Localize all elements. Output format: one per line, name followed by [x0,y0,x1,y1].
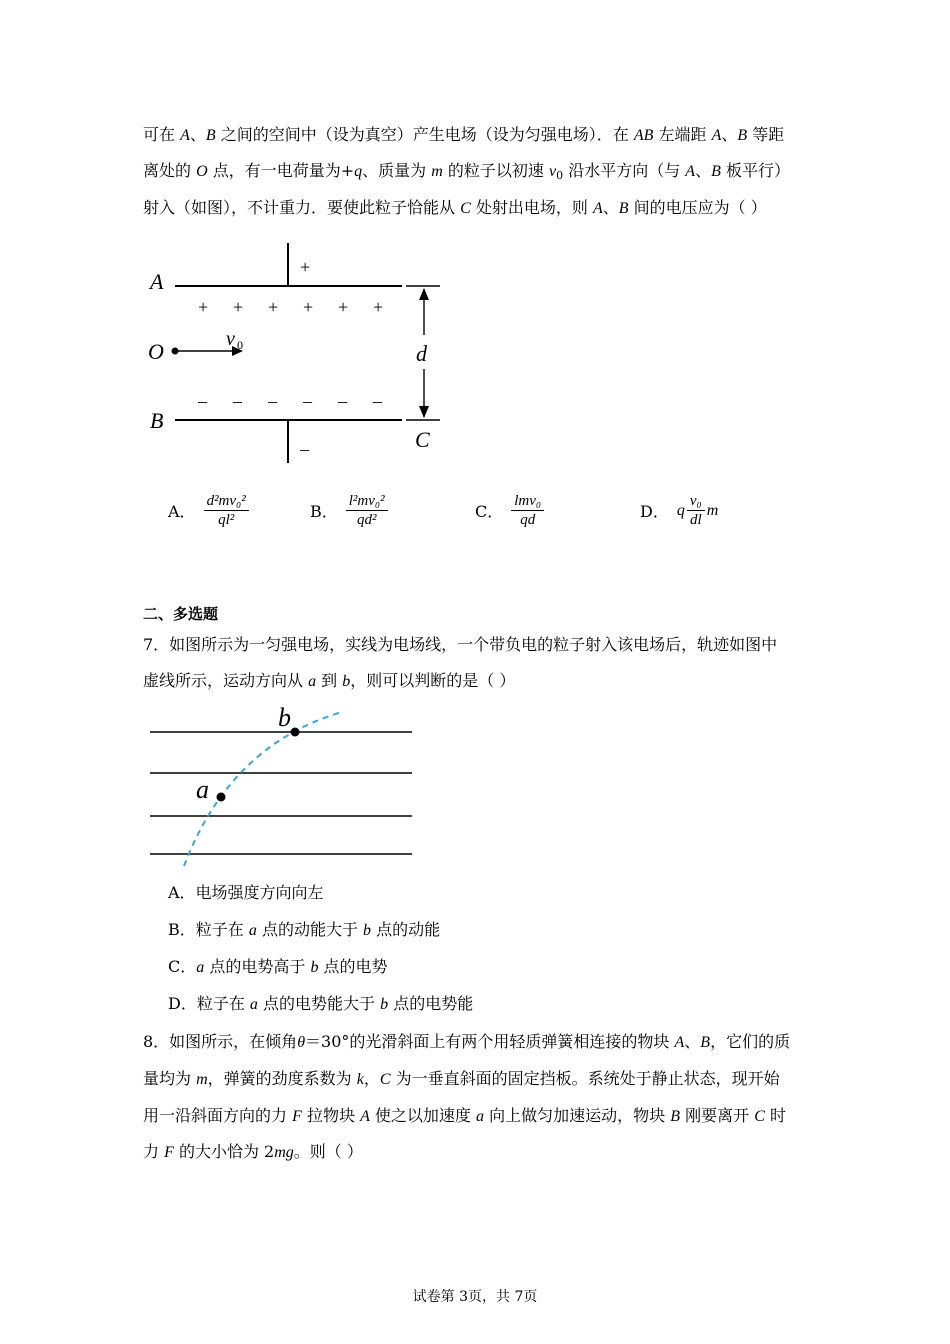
svg-text:+: + [198,297,209,317]
q6-option-a-fraction: $\frac{\text{d²mv₀²}}{\text{ql²}}$ [204,492,249,529]
svg-text:–: – [268,391,277,411]
label-a: A [150,269,164,294]
plate-b-terminal-sign: – [300,439,309,459]
q7-choice-b: B．粒子在 a 点的动能大于 b 点的动能 [168,920,441,939]
label-d: d [416,341,427,366]
svg-text:+: + [233,297,244,317]
q7-choice-d: D．粒子在 a 点的电势能大于 b 点的电势能 [168,994,474,1013]
label-a-point: a [196,775,209,804]
field-lines-figure [140,700,430,870]
label-b: B [150,408,164,433]
q7-choice-a: A．电场强度方向向左 [168,883,324,902]
q6-line-3: 射入（如图），不计重力．要使此粒子恰能从 C 处射出电场，则 A、B 间的电压应为（ ） [143,198,767,217]
q6-option-a: A． $\frac{\text{d²mv₀²}}{\text{ql²}}$ [168,492,249,529]
svg-text:+: + [303,297,314,317]
svg-text:+: + [373,297,384,317]
svg-text:–: – [373,391,382,411]
svg-text:–: – [303,391,312,411]
svg-text:0: 0 [237,338,243,352]
q6-option-d-fraction: $\frac{\text{v₀}}{dl}$ [687,492,705,529]
q6-option-d: D． q $\frac{\text{v₀}}{dl}$ m [640,493,719,528]
q6-option-b-fraction: $\frac{\text{l²mv₀²}}{\text{qd²}}$ [346,492,388,529]
plate-a-charges [198,297,383,317]
svg-text:–: – [233,391,242,411]
q6-line-1: 可在 A、B 之间的空间中（设为真空）产生电场（设为匀强电场）．在 AB 左端距 A、B 等距 [143,125,785,144]
q8-line-2: 量均为 m，弹簧的劲度系数为 k，C 为一垂直斜面的固定挡板。系统处于静止状态，现开始 [143,1069,780,1088]
capacitor-figure [140,235,460,475]
point-b [291,728,300,737]
svg-text:–: – [198,391,207,411]
q6-option-b: B． $\frac{\text{l²mv₀²}}{\text{qd²}}$ [310,492,388,529]
point-a [217,793,226,802]
q7-choice-c: C．a 点的电势高于 b 点的电势 [168,957,388,976]
q7-line-1: 7．如图所示为一匀强电场，实线为电场线，一个带负电的粒子射入该电场后，轨迹如图中 [143,635,778,654]
q6-line-2: 离处的 O 点，有一电荷量为+q、质量为 m 的粒子以初速 $v_0$ 沿水平方向（与 A、B 板平行） [143,161,790,182]
svg-text:+: + [268,297,279,317]
svg-text:+: + [338,297,349,317]
q6-option-c-fraction: $\frac{\text{lmv₀}}{qd}$ [511,492,544,529]
label-b-point: b [278,703,291,732]
q7-line-2: 虚线所示，运动方向从 a 到 b，则可以判断的是（ ） [143,671,516,690]
plate-a-terminal-sign: + [300,257,311,277]
q8-line-4: 力 F 的大小恰为 2mg。则（ ） [143,1142,363,1161]
q8-line-3: 用一沿斜面方向的力 F 拉物块 A 使之以加速度 a 向上做匀加速运动，物块 B 刚要离开 C 时 [143,1106,786,1125]
page-footer: 试卷第 3页，共 7页 [412,1289,538,1305]
label-o: O [148,339,164,364]
plate-b-charges [197,391,383,411]
q8-line-1: 8．如图所示，在倾角θ＝30°的光滑斜面上有两个用轻质弹簧相连接的物块 A、B，它们的质 [143,1032,791,1051]
section-title: 二、多选题 [143,605,219,623]
svg-text:–: – [338,391,347,411]
q6-option-c: C． $\frac{\text{lmv₀}}{qd}$ [475,492,544,529]
label-c: C [415,427,430,452]
label-v0: v [226,328,235,350]
